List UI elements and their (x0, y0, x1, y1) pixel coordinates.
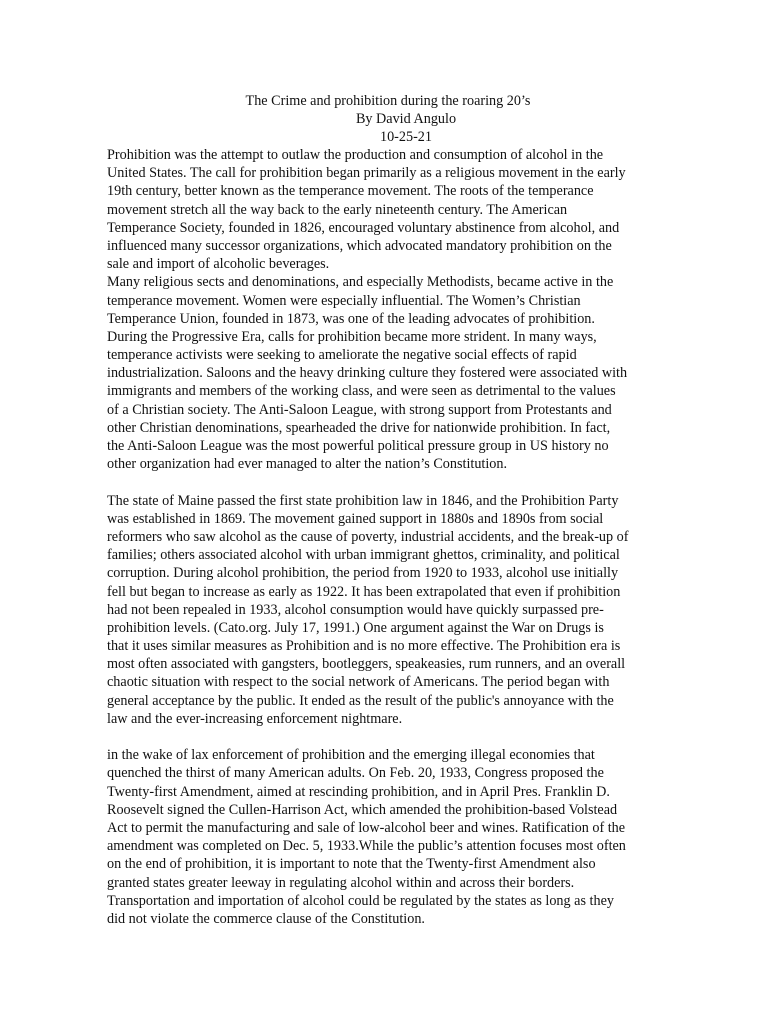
text-line: movement stretch all the way back to the early nineteenth century. The American (107, 201, 568, 218)
text-line: did not violate the commerce clause of the Constitution. (107, 910, 425, 927)
text-line: fell but began to increase as early as 1922. It has been extrapolated that even if prohibition (107, 583, 621, 600)
text-line: Act to permit the manufacturing and sale of low-alcohol beer and wines. Ratification of the (107, 819, 626, 836)
text-line: United States. The call for prohibition began primarily as a religious movement in the early (107, 165, 626, 182)
text-line: general acceptance by the public. It ended as the result of the public's annoyance with the (107, 692, 614, 709)
paragraph-spacer (107, 473, 667, 491)
text-line: temperance movement. Women were especially influential. The Women’s Christian (107, 292, 581, 309)
text-line: Twenty-first Amendment, aimed at rescinding prohibition, and in April Pres. Franklin D. (107, 783, 610, 800)
text-line: prohibition levels. (Cato.org. July 17, 1991.) One argument against the War on Drugs is (107, 619, 604, 636)
paragraph-4 (107, 746, 667, 928)
text-line: sale and import of alcoholic beverages. (107, 256, 330, 273)
text-line: law and the ever-increasing enforcement nightmare. (107, 710, 403, 727)
text-line: Transportation and importation of alcohol could be regulated by the states as long as they (107, 892, 614, 909)
text-line: other Christian denominations, spearheaded the drive for nationwide prohibition. In fact, (107, 419, 611, 436)
document-author: By David Angulo (355, 111, 457, 128)
text-line: Temperance Society, founded in 1826, encouraged voluntary abstinence from alcohol, and (107, 219, 620, 236)
text-line: Prohibition was the attempt to outlaw the production and consumption of alcohol in the (107, 147, 604, 163)
text-line: temperance activists were seeking to ameliorate the negative social effects of rapid (107, 347, 577, 364)
text-line: influenced many successor organizations, which advocated mandatory prohibition on the (107, 237, 612, 254)
text-line: Roosevelt signed the Cullen-Harrison Act, which amended the prohibition-based Volstead (107, 801, 618, 818)
text-line: was established in 1869. The movement gained support in 1880s and 1890s from social (107, 510, 604, 527)
document-header (0, 92, 768, 147)
paragraph-2 (107, 273, 667, 473)
paragraph-spacer (107, 728, 667, 746)
text-line: The state of Maine passed the first state prohibition law in 1846, and the Prohibition Party (107, 492, 619, 509)
document-body (107, 146, 667, 928)
text-line: Temperance Union, founded in 1873, was one of the leading advocates of prohibition. (107, 310, 595, 327)
text-line: other organization had ever managed to alter the nation’s Constitution. (107, 456, 508, 473)
text-line: immigrants and members of the working class, and were seen as detrimental to the values (107, 383, 616, 400)
text-line: chaotic situation with respect to the social network of Americans. The period began with (107, 674, 610, 691)
text-line: most often associated with gangsters, bootleggers, speakeasies, rum runners, and an overall (107, 656, 626, 673)
text-line: quenched the thirst of many American adults. On Feb. 20, 1933, Congress proposed the (107, 765, 604, 782)
text-line: the Anti-Saloon League was the most powerful political pressure group in US history no (107, 438, 609, 454)
document-title: The Crime and prohibition during the roaring 20’s (245, 93, 531, 109)
text-line: amendment was completed on Dec. 5, 1933.While the public’s attention focuses most often (107, 838, 626, 855)
text-line: that it uses similar measures as Prohibition and is no more effective. The Prohibition era is (107, 638, 621, 655)
text-line: industrialization. Saloons and the heavy drinking culture they fostered were associated with (107, 365, 628, 382)
text-line: had not been repealed in 1933, alcohol consumption would have quickly surpassed pre- (107, 601, 604, 618)
text-line: Many religious sects and denominations, and especially Methodists, became active in the (107, 274, 614, 291)
paragraph-3 (107, 492, 667, 728)
text-line: granted states greater leeway in regulating alcohol within and across their borders. (107, 874, 575, 891)
paragraph-1 (107, 146, 667, 273)
text-line: in the wake of lax enforcement of prohibition and the emerging illegal economies that (107, 747, 595, 764)
text-line: families; others associated alcohol with urban immigrant ghettos, criminality, and political (107, 547, 620, 564)
text-line: reformers who saw alcohol as the cause of poverty, industrial accidents, and the break-up of (107, 528, 629, 545)
text-line: on the end of prohibition, it is important to note that the Twenty-first Amendment also (107, 856, 596, 873)
text-line: During the Progressive Era, calls for prohibition became more strident. In many ways, (107, 328, 597, 345)
text-line: 19th century, better known as the temperance movement. The roots of the temperance (107, 183, 594, 200)
text-line: of a Christian society. The Anti-Saloon League, with strong support from Protestants and (107, 401, 612, 418)
document-date: 10-25-21 (379, 129, 432, 146)
text-line: corruption. During alcohol prohibition, the period from 1920 to 1933, alcohol use initially (107, 565, 619, 582)
